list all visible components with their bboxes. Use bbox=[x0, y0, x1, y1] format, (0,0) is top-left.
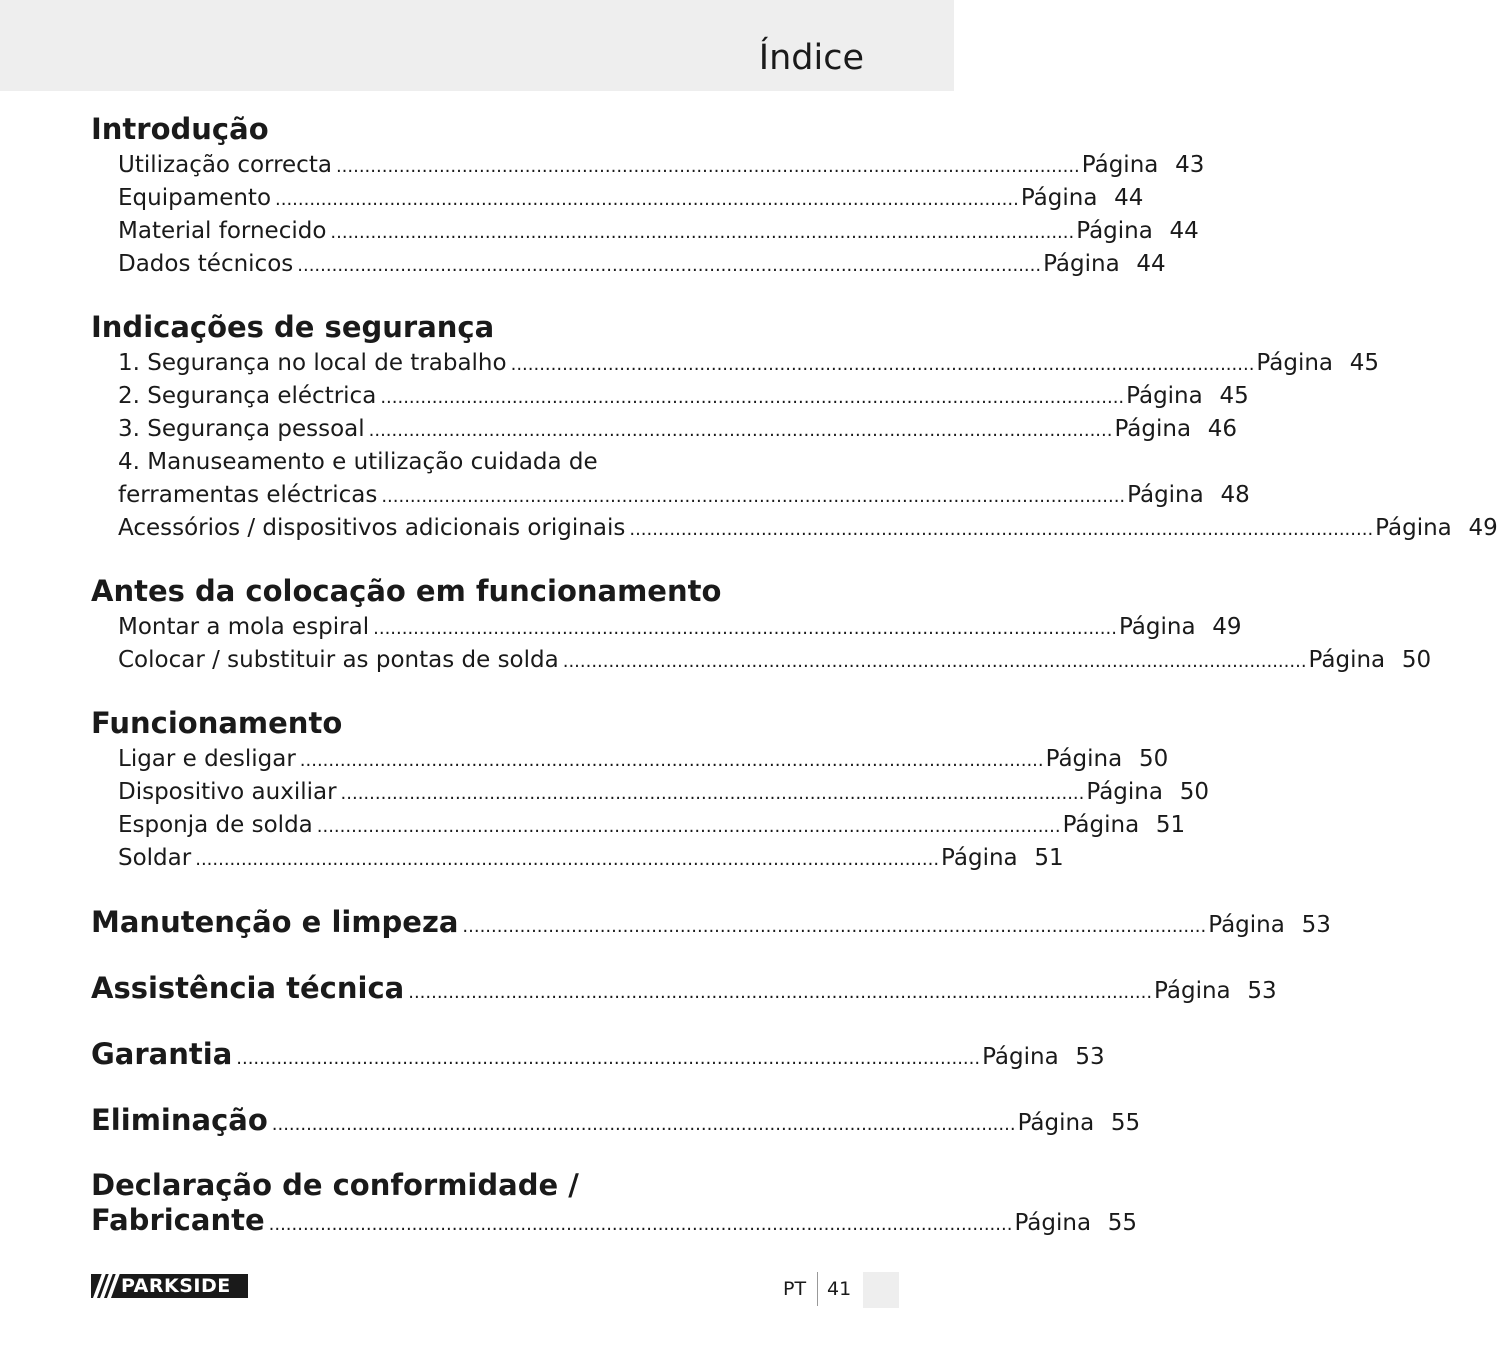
toc-entry[interactable] bbox=[118, 777, 1209, 807]
page-word: Página bbox=[1076, 218, 1153, 244]
toc-entry[interactable] bbox=[118, 843, 1064, 873]
dot-leader: .................................................................................................................................. bbox=[297, 255, 1042, 276]
page-number: 50 bbox=[1179, 779, 1209, 805]
page-number: 49 bbox=[1212, 614, 1242, 640]
page-word: Página bbox=[1043, 251, 1120, 277]
page-number: 51 bbox=[1155, 812, 1186, 838]
page-word: Página bbox=[1375, 515, 1452, 541]
page-word: Página bbox=[1114, 416, 1192, 442]
dot-leader: .................................................................................................................................. bbox=[629, 519, 1374, 540]
toc-entry[interactable] bbox=[118, 348, 1380, 378]
page-word: Página bbox=[982, 1044, 1059, 1070]
toc-top-entry-label: Manutenção e limpeza bbox=[91, 905, 459, 939]
toc-entry[interactable] bbox=[118, 810, 1186, 840]
page-number: 44 bbox=[1114, 185, 1144, 211]
dot-leader: .................................................................................................................................. bbox=[340, 783, 1085, 804]
toc-entry-label: 1. Segurança no local de trabalho bbox=[118, 350, 507, 376]
dot-leader: .................................................................................................................................. bbox=[380, 387, 1125, 408]
page-word: Página bbox=[1126, 383, 1203, 409]
toc-entry-label: 2. Segurança eléctrica bbox=[118, 383, 377, 409]
page-number: 53 bbox=[1075, 1044, 1105, 1070]
toc-top-entry-label-line1[interactable]: Declaração de conformidade / bbox=[91, 1168, 579, 1202]
dot-leader: .................................................................................................................................. bbox=[368, 420, 1113, 441]
page-number: 44 bbox=[1136, 251, 1166, 277]
toc-entry-label: Acessórios / dispositivos adicionais originais bbox=[118, 515, 626, 541]
section-title-seguranca: Indicações de segurança bbox=[91, 310, 495, 344]
dot-leader: .................................................................................................................................. bbox=[462, 916, 1207, 937]
toc-top-entry[interactable] bbox=[91, 968, 1277, 1008]
toc-top-entry[interactable] bbox=[91, 1034, 1105, 1074]
dot-leader: .................................................................................................................................. bbox=[316, 816, 1061, 837]
toc-entry[interactable] bbox=[118, 183, 1144, 213]
toc-entry-label: Dispositivo auxiliar bbox=[118, 779, 337, 805]
toc-top-entry[interactable] bbox=[91, 902, 1331, 942]
toc-top-entry-label: Fabricante bbox=[91, 1203, 265, 1237]
toc-entry[interactable] bbox=[118, 249, 1166, 279]
footer-tab-marker bbox=[863, 1272, 899, 1308]
logo-stripes-icon bbox=[91, 1274, 121, 1298]
language-code: PT bbox=[783, 1278, 807, 1300]
page-number: 43 bbox=[1175, 152, 1205, 178]
page-number: 53 bbox=[1247, 978, 1277, 1004]
toc-entry-label: Dados técnicos bbox=[118, 251, 294, 277]
toc-top-entry-label: Assistência técnica bbox=[91, 971, 405, 1005]
logo-text: PARKSIDE bbox=[121, 1275, 231, 1297]
page-number: 50 bbox=[1138, 746, 1169, 772]
toc-entry-label: Esponja de solda bbox=[118, 812, 313, 838]
toc-entry[interactable] bbox=[118, 513, 1498, 543]
toc-entry[interactable] bbox=[118, 150, 1205, 180]
page-number: 45 bbox=[1349, 350, 1380, 376]
page-word: Página bbox=[1014, 1210, 1092, 1236]
toc-entry-label-line1[interactable]: 4. Manuseamento e utilização cuidada de bbox=[118, 449, 598, 475]
dot-leader: .................................................................................................................................. bbox=[299, 750, 1044, 771]
dot-leader: .................................................................................................................................. bbox=[330, 222, 1075, 243]
toc-entry[interactable] bbox=[118, 645, 1432, 675]
toc-entry[interactable] bbox=[118, 744, 1169, 774]
dot-leader: .................................................................................................................................. bbox=[335, 156, 1080, 177]
toc-top-entry[interactable] bbox=[91, 1100, 1141, 1140]
toc-entry[interactable] bbox=[118, 414, 1238, 444]
page-number: 53 bbox=[1301, 912, 1331, 938]
page-number: 51 bbox=[1034, 845, 1064, 871]
page-number: 44 bbox=[1169, 218, 1199, 244]
dot-leader: .................................................................................................................................. bbox=[373, 618, 1117, 639]
page-word: Página bbox=[1045, 746, 1123, 772]
page-number: 55 bbox=[1107, 1210, 1138, 1236]
dot-leader: .................................................................................................................................. bbox=[195, 849, 940, 870]
page-number-footer: 41 bbox=[827, 1278, 852, 1300]
dot-leader: .................................................................................................................................. bbox=[236, 1048, 981, 1069]
page-word: Página bbox=[1154, 978, 1231, 1004]
toc-top-entry-label: Garantia bbox=[91, 1037, 233, 1071]
page-number: 49 bbox=[1468, 515, 1498, 541]
dot-leader: .................................................................................................................................. bbox=[268, 1214, 1013, 1235]
page-word: Página bbox=[1062, 812, 1140, 838]
page-word: Página bbox=[1208, 912, 1285, 938]
parkside-logo bbox=[91, 1274, 248, 1298]
page-number: 48 bbox=[1220, 482, 1250, 508]
page-number: 45 bbox=[1219, 383, 1249, 409]
page-word: Página bbox=[1308, 647, 1386, 673]
toc-entry[interactable] bbox=[118, 612, 1242, 642]
section-title-introducao: Introdução bbox=[91, 112, 269, 146]
page-word: Página bbox=[941, 845, 1018, 871]
toc-entry[interactable] bbox=[118, 381, 1249, 411]
page-word: Página bbox=[1127, 482, 1204, 508]
section-title-funcionamento: Funcionamento bbox=[91, 706, 343, 740]
dot-leader: .................................................................................................................................. bbox=[275, 189, 1019, 210]
toc-entry-label: Soldar bbox=[118, 845, 192, 871]
dot-leader: .................................................................................................................................. bbox=[381, 486, 1126, 507]
toc-entry-label: Ligar e desligar bbox=[118, 746, 296, 772]
toc-entry[interactable] bbox=[118, 216, 1199, 246]
toc-entry-label: Montar a mola espiral bbox=[118, 614, 370, 640]
toc-top-entry-label: Eliminação bbox=[91, 1103, 268, 1137]
page-word: Página bbox=[1086, 779, 1163, 805]
toc-entry-label: Material fornecido bbox=[118, 218, 327, 244]
page-word: Página bbox=[1256, 350, 1334, 376]
dot-leader: .................................................................................................................................. bbox=[408, 982, 1153, 1003]
page-word: Página bbox=[1020, 185, 1098, 211]
toc-top-entry[interactable] bbox=[91, 1200, 1138, 1240]
dot-leader: .................................................................................................................................. bbox=[562, 651, 1307, 672]
page-number: 46 bbox=[1207, 416, 1238, 442]
page-word: Página bbox=[1017, 1110, 1095, 1136]
toc-entry[interactable] bbox=[118, 480, 1250, 510]
dot-leader: .................................................................................................................................. bbox=[271, 1114, 1016, 1135]
page-word: Página bbox=[1081, 152, 1159, 178]
page-word: Página bbox=[1118, 614, 1196, 640]
toc-entry-label: Colocar / substituir as pontas de solda bbox=[118, 647, 559, 673]
toc-entry-label: ferramentas eléctricas bbox=[118, 482, 378, 508]
footer-divider bbox=[817, 1272, 818, 1306]
toc-entry-label: 3. Segurança pessoal bbox=[118, 416, 365, 442]
page-number: 50 bbox=[1401, 647, 1432, 673]
toc-entry-label: Utilização correcta bbox=[118, 152, 332, 178]
dot-leader: .................................................................................................................................. bbox=[510, 354, 1255, 375]
section-title-antes-funcionamento: Antes da colocação em funcionamento bbox=[91, 574, 722, 608]
page-number: 55 bbox=[1110, 1110, 1141, 1136]
toc-entry-label: Equipamento bbox=[118, 185, 272, 211]
page-title: Índice bbox=[758, 38, 864, 78]
